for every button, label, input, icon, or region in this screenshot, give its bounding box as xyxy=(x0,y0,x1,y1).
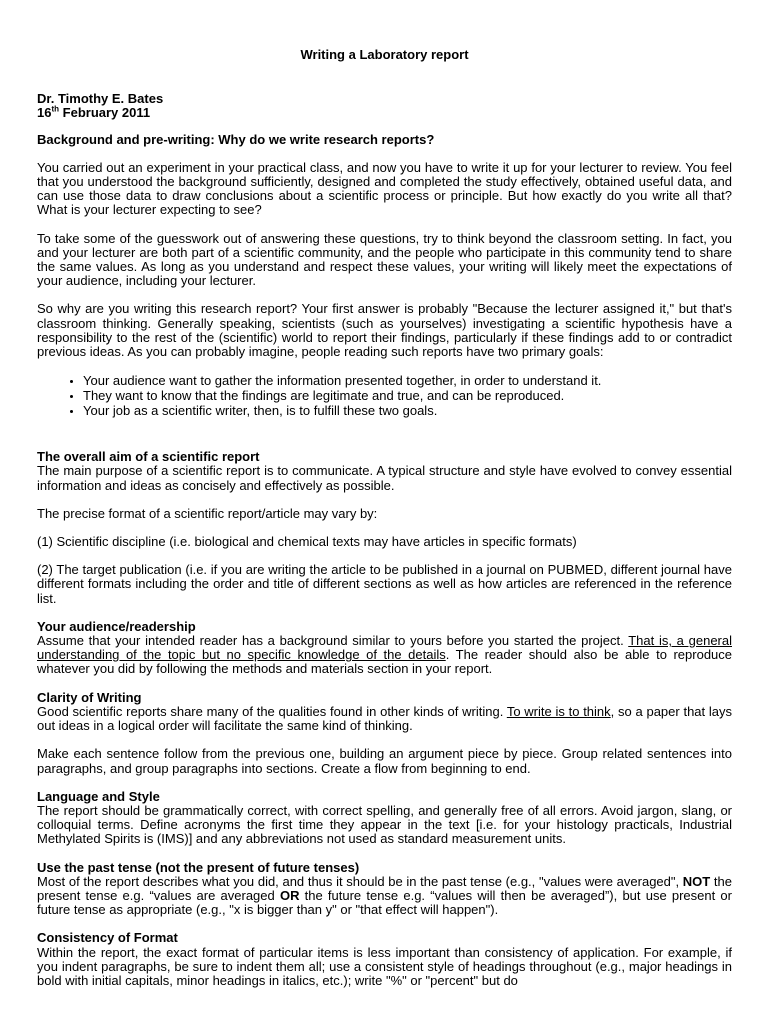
paragraph: Most of the report describes what you did, and thus it should be in the past tense (e.g., "values were averaged", NOT the present tense e.g. “values are averaged OR the future tense e.g. “values will then be averaged”), but use present or future tense as appropriate (e.g., "x is bigger than y" or "that effect will happen"). xyxy=(37,873,732,918)
section-heading-past-tense: Use the past tense (not the present of future tenses) xyxy=(37,859,360,875)
paragraph: The main purpose of a scientific report is to communicate. A typical structure and style have evolved to convey essential information and ideas as concisely and effectively as possible. xyxy=(37,463,732,493)
author-name: Dr. Timothy E. Bates xyxy=(37,91,164,107)
paragraph: You carried out an experiment in your practical class, and now you have to write it up for your lecturer to review. You feel that you understood the background sufficiently, designed and completed the study effectively, obtained useful data, and can use those data to draw conclusions about a scientific process or principle. But how exactly do you write all that? What is your lecturer expecting to see? xyxy=(37,159,732,218)
paragraph: So why are you writing this research report? Your first answer is probably "Because the lecturer assigned it," but that's classroom thinking. Generally speaking, scientists (such as yourselves) investigating a scientific hypothesis have a responsibility to the rest of the (scientific) world to report their findings, particularly if these findings add to or contradict previous ideas. As you can probably imagine, people reading such reports have two primary goals: xyxy=(37,301,732,360)
paragraph: (2) The target publication (i.e. if you are writing the article to be published in a journal on PUBMED, different journal have different formats including the order and title of different sections as well as how articles are referenced in the reference list. xyxy=(37,562,732,606)
paragraph: Make each sentence follow from the previous one, building an argument piece by piece. Group related sentences into paragraphs, and group paragraphs into sections. Create a flow from beginning to end. xyxy=(37,746,732,776)
section-heading-language: Language and Style xyxy=(37,788,160,804)
document-title: Writing a Laboratory report xyxy=(300,47,469,62)
section-heading-consistency: Consistency of Format xyxy=(37,930,178,946)
paragraph: Assume that your intended reader has a background similar to yours before you started the project. That is, a general understanding of the topic but no specific knowledge of the details. The reader should also be able to reproduce whatever you did by following the methods and materials section in your report. xyxy=(37,633,733,677)
paragraph: The report should be grammatically correct, with correct spelling, and generally free of all errors. Avoid jargon, slang, or colloquial terms. Define acronyms the first time they appear in the text [i.e. for your histology practicals, Industrial Methylated Spirits is (IMS)] and any abbreviations not used as standard measurement units. xyxy=(37,802,732,847)
list-item: • They want to know that the findings are legitimate and true, and can be reproduced. xyxy=(83,388,732,403)
document-date: 16th February 2011 xyxy=(37,105,151,121)
paragraph: To take some of the guesswork out of answering these questions, try to think beyond the classroom setting. In fact, you and your lecturer are both part of a scientific community, and the people who participate in this community tend to share the same values. As long as you understand and respect these values, your writing will likely meet the expectations of your audience, including your lecturer. xyxy=(37,230,732,289)
section-heading-overall-aim: The overall aim of a scientific report xyxy=(37,449,260,465)
list-item: • Your job as a scientific writer, then, is to fulfill these two goals. xyxy=(83,403,732,418)
paragraph: Good scientific reports share many of the qualities found in other kinds of writing. To write is to think, so a paper that lays out ideas in a logical order will facilitate the same kind of thinking. xyxy=(37,703,732,734)
goals-bullet-list xyxy=(37,373,732,418)
section-heading-background: Background and pre-writing: Why do we write research reports? xyxy=(37,131,435,147)
section-heading-clarity: Clarity of Writing xyxy=(37,689,142,705)
paragraph: (1) Scientific discipline (i.e. biological and chemical texts may have articles in specific formats) xyxy=(37,534,577,550)
section-heading-audience: Your audience/readership xyxy=(37,618,196,634)
paragraph: The precise format of a scientific report/article may vary by: xyxy=(37,505,378,521)
list-item: • Your audience want to gather the information presented together, in order to understand it. xyxy=(83,373,732,388)
paragraph: Within the report, the exact format of particular items is less important than consistency of application. For example, if you indent paragraphs, be sure to indent them all; use a consistent style of headings throughout (e.g., major headings in bold with initial capitals, minor headings in italics, etc.); write "%" or "percent" but do xyxy=(37,944,732,988)
